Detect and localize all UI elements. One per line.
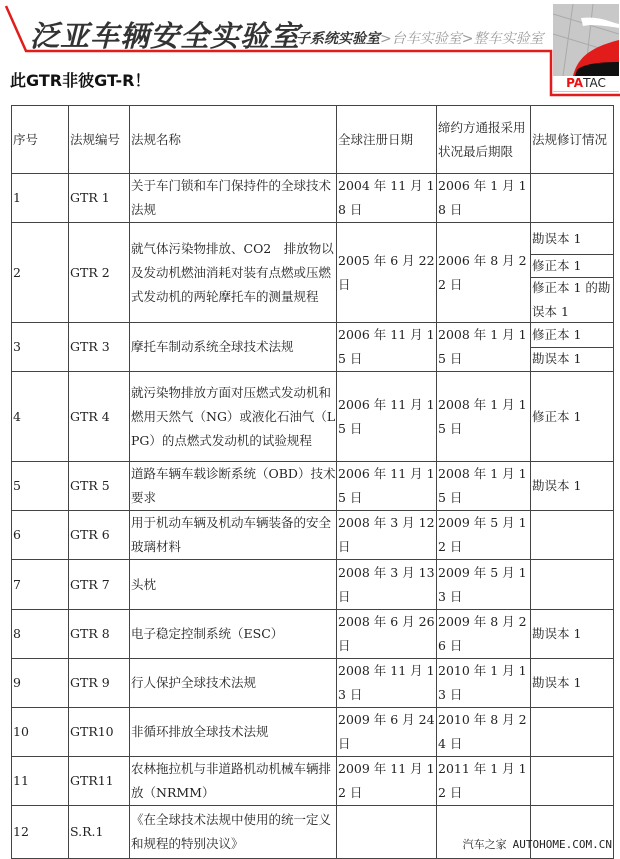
cell-amendments bbox=[531, 323, 614, 372]
cell-name: 农林拖拉机与非道路机动机械车辆排放（NRMM） bbox=[130, 757, 337, 806]
breadcrumb-item-sled-lab[interactable]: >台车实验室 bbox=[380, 31, 462, 47]
patac-logo-text: PATAC bbox=[553, 76, 619, 91]
table-header-row bbox=[12, 106, 614, 174]
cell-no: 7 bbox=[12, 560, 69, 610]
breadcrumb-item-vehicle-lab[interactable]: >整车实验室 bbox=[461, 31, 544, 47]
cell-no: 1 bbox=[12, 174, 69, 223]
cell-no: 2 bbox=[12, 223, 69, 323]
cell-registered bbox=[337, 806, 437, 859]
autohome-watermark: 汽车之家 AUTOHOME.COM.CN bbox=[462, 838, 612, 851]
cell-name: 摩托车制动系统全球技术法规 bbox=[130, 323, 337, 372]
cell-no: 10 bbox=[12, 708, 69, 757]
amendment-item: 修正本 1 的勘误本 1 bbox=[532, 280, 611, 319]
cell-amendments bbox=[531, 757, 614, 806]
cell-no: 12 bbox=[12, 806, 69, 859]
banner-header bbox=[0, 0, 620, 100]
cell-amendments: 勘误本 1 bbox=[531, 462, 614, 511]
cell-code: GTR 2 bbox=[69, 223, 130, 323]
cell-amendments bbox=[531, 708, 614, 757]
amendment-item: 勘误本 1 bbox=[532, 351, 582, 366]
cell-code: GTR 8 bbox=[69, 610, 130, 659]
cell-code: GTR 9 bbox=[69, 659, 130, 708]
cell-name: 非循环排放全球技术法规 bbox=[130, 708, 337, 757]
cell-registered: 2005 年 6 月 22 日 bbox=[337, 223, 437, 323]
table-row bbox=[12, 511, 614, 560]
cell-no: 3 bbox=[12, 323, 69, 372]
cell-code: GTR 4 bbox=[69, 372, 130, 462]
header-cell: 法规名称 bbox=[130, 106, 337, 174]
cell-code: GTR 5 bbox=[69, 462, 130, 511]
cell-code: S.R.1 bbox=[69, 806, 130, 859]
lab-title: 泛亚车辆安全实验室 bbox=[30, 19, 301, 53]
header-cell: 序号 bbox=[12, 106, 69, 174]
cell-amendments bbox=[531, 174, 614, 223]
cell-code: GTR 7 bbox=[69, 560, 130, 610]
cell-code: GTR 3 bbox=[69, 323, 130, 372]
cell-deadline: 2010 年 8 月 24 日 bbox=[437, 708, 531, 757]
cell-name: 《在全球技术法规中使用的统一定义和规程的特别决议》 bbox=[130, 806, 337, 859]
cell-no: 6 bbox=[12, 511, 69, 560]
amendment-item: 修正本 1 bbox=[531, 324, 613, 348]
header-cell: 法规编号 bbox=[69, 106, 130, 174]
cell-registered: 2009 年 11 月 12 日 bbox=[337, 757, 437, 806]
cell-code: GTR 6 bbox=[69, 511, 130, 560]
cell-amendments: 修正本 1 bbox=[531, 372, 614, 462]
table-row bbox=[12, 462, 614, 511]
cell-deadline: 2008 年 1 月 15 日 bbox=[437, 372, 531, 462]
header-cell: 缔约方通报采用状况最后期限 bbox=[437, 106, 531, 174]
cell-amendments bbox=[531, 223, 614, 323]
cell-registered: 2006 年 11 月 15 日 bbox=[337, 323, 437, 372]
header-cell: 全球注册日期 bbox=[337, 106, 437, 174]
cell-deadline: 2006 年 1 月 18 日 bbox=[437, 174, 531, 223]
cell-deadline: 2006 年 8 月 22 日 bbox=[437, 223, 531, 323]
cell-name: 就气体污染物排放、CO2 排放物以及发动机燃油消耗对装有点燃或压燃式发动机的两轮摩托车的测量规程 bbox=[130, 223, 337, 323]
amendment-item: 修正本 1 bbox=[531, 255, 613, 278]
cell-name: 就污染物排放方面对压燃式发动机和燃用天然气（NG）或液化石油气（LPG）的点燃式发动机的试验规程 bbox=[130, 372, 337, 462]
table-row bbox=[12, 610, 614, 659]
cell-registered: 2008 年 3 月 13 日 bbox=[337, 560, 437, 610]
cell-amendments bbox=[531, 560, 614, 610]
cell-code: GTR11 bbox=[69, 757, 130, 806]
cell-deadline: 2011 年 1 月 12 日 bbox=[437, 757, 531, 806]
cell-name: 头枕 bbox=[130, 560, 337, 610]
cell-amendments: 勘误本 1 bbox=[531, 610, 614, 659]
cell-registered: 2004 年 11 月 18 日 bbox=[337, 174, 437, 223]
cell-deadline: 2009 年 8 月 26 日 bbox=[437, 610, 531, 659]
header-cell: 法规修订情况 bbox=[531, 106, 614, 174]
cell-deadline: 2009 年 5 月 12 日 bbox=[437, 511, 531, 560]
table-row bbox=[12, 560, 614, 610]
cell-registered: 2009 年 6 月 24 日 bbox=[337, 708, 437, 757]
amendment-item: 勘误本 1 bbox=[531, 223, 613, 255]
cell-deadline: 2008 年 1 月 15 日 bbox=[437, 462, 531, 511]
table-row bbox=[12, 659, 614, 708]
cell-registered: 2006 年 11 月 15 日 bbox=[337, 462, 437, 511]
page-headline: 此GTR非彼GT-R！ bbox=[10, 71, 151, 90]
table-row bbox=[12, 174, 614, 223]
cell-amendments: 勘误本 1 bbox=[531, 659, 614, 708]
cell-registered: 2008 年 11 月 13 日 bbox=[337, 659, 437, 708]
cell-registered: 2008 年 6 月 26 日 bbox=[337, 610, 437, 659]
cell-name: 电子稳定控制系统（ESC） bbox=[130, 610, 337, 659]
cell-registered: 2006 年 11 月 15 日 bbox=[337, 372, 437, 462]
cell-no: 5 bbox=[12, 462, 69, 511]
cell-code: GTR 1 bbox=[69, 174, 130, 223]
cell-name: 行人保护全球技术法规 bbox=[130, 659, 337, 708]
cell-registered: 2008 年 3 月 12 日 bbox=[337, 511, 437, 560]
cell-no: 4 bbox=[12, 372, 69, 462]
cell-no: 11 bbox=[12, 757, 69, 806]
cell-deadline: 2009 年 5 月 13 日 bbox=[437, 560, 531, 610]
cell-code: GTR10 bbox=[69, 708, 130, 757]
cell-no: 8 bbox=[12, 610, 69, 659]
cell-deadline: 2008 年 1 月 15 日 bbox=[437, 323, 531, 372]
breadcrumb bbox=[296, 28, 543, 48]
cell-name: 用于机动车辆及机动车辆装备的安全玻璃材料 bbox=[130, 511, 337, 560]
cell-no: 9 bbox=[12, 659, 69, 708]
table-row bbox=[12, 708, 614, 757]
cell-amendments bbox=[531, 511, 614, 560]
table-row bbox=[12, 372, 614, 462]
table-row bbox=[12, 323, 614, 372]
breadcrumb-item-subsystem-lab[interactable]: 子系统实验室 bbox=[296, 31, 380, 47]
cell-name: 关于车门锁和车门保持件的全球技术法规 bbox=[130, 174, 337, 223]
table-row bbox=[12, 223, 614, 323]
cell-name: 道路车辆车载诊断系统（OBD）技术要求 bbox=[130, 462, 337, 511]
cell-deadline: 2010 年 1 月 13 日 bbox=[437, 659, 531, 708]
table-row bbox=[12, 757, 614, 806]
gtr-regulation-table bbox=[11, 105, 614, 859]
